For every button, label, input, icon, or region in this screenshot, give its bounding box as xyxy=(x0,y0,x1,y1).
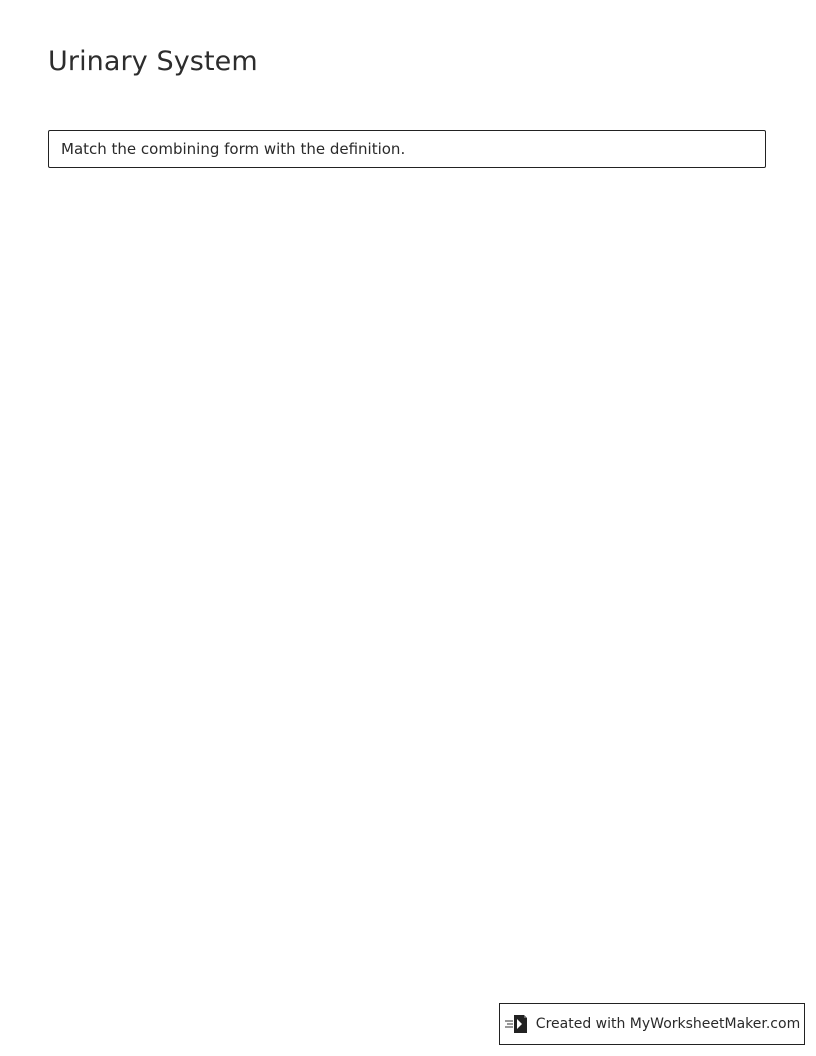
page-title: Urinary System xyxy=(48,46,258,77)
worksheet-maker-logo-icon xyxy=(504,1012,530,1036)
footer-badge[interactable] xyxy=(499,1003,805,1045)
instructions-text: Match the combining form with the definition. xyxy=(61,140,406,158)
footer-text: Created with MyWorksheetMaker.com xyxy=(535,1016,801,1032)
instructions-box xyxy=(48,130,766,168)
